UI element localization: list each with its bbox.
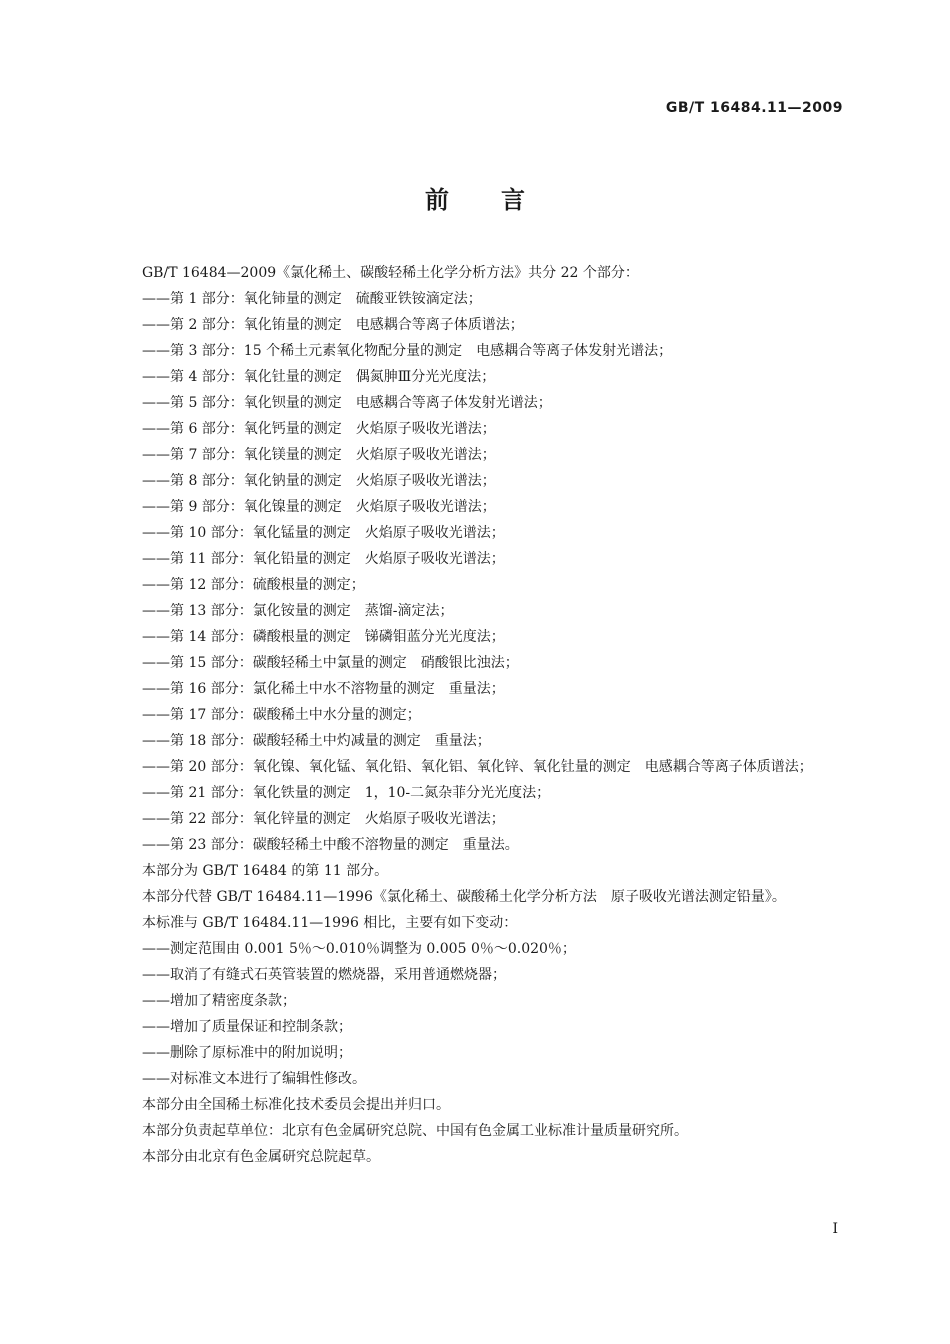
foreword-body: [108, 260, 843, 1170]
change-item: ——测定范围由 0.001 5％～0.010％调整为 0.005 0％～0.020％；: [142, 941, 576, 957]
part-item: ——第 6 部分：氧化钙量的测定 火焰原子吸收光谱法；: [142, 421, 496, 437]
part-item: ——第 10 部分：氧化锰量的测定 火焰原子吸收光谱法；: [142, 525, 505, 541]
drafted-by-paragraph: 本部分由北京有色金属研究总院起草。: [142, 1149, 380, 1165]
part-item: ——第 20 部分：氧化镍、氧化锰、氧化铅、氧化铝、氧化锌、氧化钍量的测定 电感耦合等离子体质谱法；: [142, 759, 813, 775]
change-item: ——对标准文本进行了编辑性修改。: [142, 1071, 366, 1087]
part-item: ——第 16 部分：氯化稀土中水不溶物量的测定 重量法；: [142, 681, 505, 697]
part-item: ——第 18 部分：碳酸轻稀土中灼减量的测定 重量法；: [142, 733, 491, 749]
part-of-paragraph: 本部分为 GB/T 16484 的第 11 部分。: [142, 863, 389, 879]
changes-intro-paragraph: 本标准与 GB/T 16484.11—1996 相比，主要有如下变动：: [142, 915, 518, 931]
part-item: ——第 17 部分：碳酸稀土中水分量的测定；: [142, 707, 421, 723]
standard-id: GB/T 16484.11—2009: [665, 100, 843, 116]
title-char: 前: [425, 186, 449, 214]
change-item: ——增加了质量保证和控制条款；: [142, 1019, 352, 1035]
part-item: ——第 4 部分：氧化钍量的测定 偶氮胂Ⅲ分光光度法；: [142, 369, 496, 385]
part-item: ——第 21 部分：氧化铁量的测定 1，10-二氮杂菲分光光度法；: [142, 785, 551, 801]
part-item: ——第 14 部分：磷酸根量的测定 锑磷钼蓝分光光度法；: [142, 629, 505, 645]
part-item: ——第 23 部分：碳酸轻稀土中酸不溶物量的测定 重量法。: [142, 837, 519, 853]
change-item: ——取消了有缝式石英管装置的燃烧器，采用普通燃烧器；: [142, 967, 506, 983]
page-number: I: [832, 1221, 838, 1237]
change-item: ——增加了精密度条款；: [142, 993, 296, 1009]
drafting-units-paragraph: 本部分负责起草单位：北京有色金属研究总院、中国有色金属工业标准计量质量研究所。: [142, 1123, 688, 1139]
part-item: ——第 8 部分：氧化钠量的测定 火焰原子吸收光谱法；: [142, 473, 496, 489]
part-item: ——第 7 部分：氧化镁量的测定 火焰原子吸收光谱法；: [142, 447, 496, 463]
proposed-by-paragraph: 本部分由全国稀土标准化技术委员会提出并归口。: [142, 1097, 450, 1113]
part-item: ——第 22 部分：氧化锌量的测定 火焰原子吸收光谱法；: [142, 811, 505, 827]
part-item: ——第 3 部分：15 个稀土元素氧化物配分量的测定 电感耦合等离子体发射光谱法；: [142, 343, 673, 359]
part-item: ——第 5 部分：氧化钡量的测定 电感耦合等离子体发射光谱法；: [142, 395, 552, 411]
part-item: ——第 12 部分：硫酸根量的测定；: [142, 577, 365, 593]
part-item: ——第 9 部分：氧化镍量的测定 火焰原子吸收光谱法；: [142, 499, 496, 515]
part-item: ——第 15 部分：碳酸轻稀土中氯量的测定 硝酸银比浊法；: [142, 655, 519, 671]
title-char: 言: [501, 186, 525, 214]
intro-paragraph: GB/T 16484—2009《氯化稀土、碳酸轻稀土化学分析方法》共分 22 个部分：: [142, 265, 639, 281]
page-title: [0, 180, 950, 215]
change-item: ——删除了原标准中的附加说明；: [142, 1045, 352, 1061]
part-item: ——第 11 部分：氧化铅量的测定 火焰原子吸收光谱法；: [142, 551, 505, 567]
replaces-paragraph: 本部分代替 GB/T 16484.11—1996《氯化稀土、碳酸稀土化学分析方法 原子吸收光谱法测定铅量》。: [142, 889, 786, 905]
part-item: ——第 2 部分：氧化铕量的测定 电感耦合等离子体质谱法；: [142, 317, 524, 333]
part-item: ——第 13 部分：氯化铵量的测定 蒸馏-滴定法；: [142, 603, 454, 619]
part-item: ——第 1 部分：氧化铈量的测定 硫酸亚铁铵滴定法；: [142, 291, 482, 307]
